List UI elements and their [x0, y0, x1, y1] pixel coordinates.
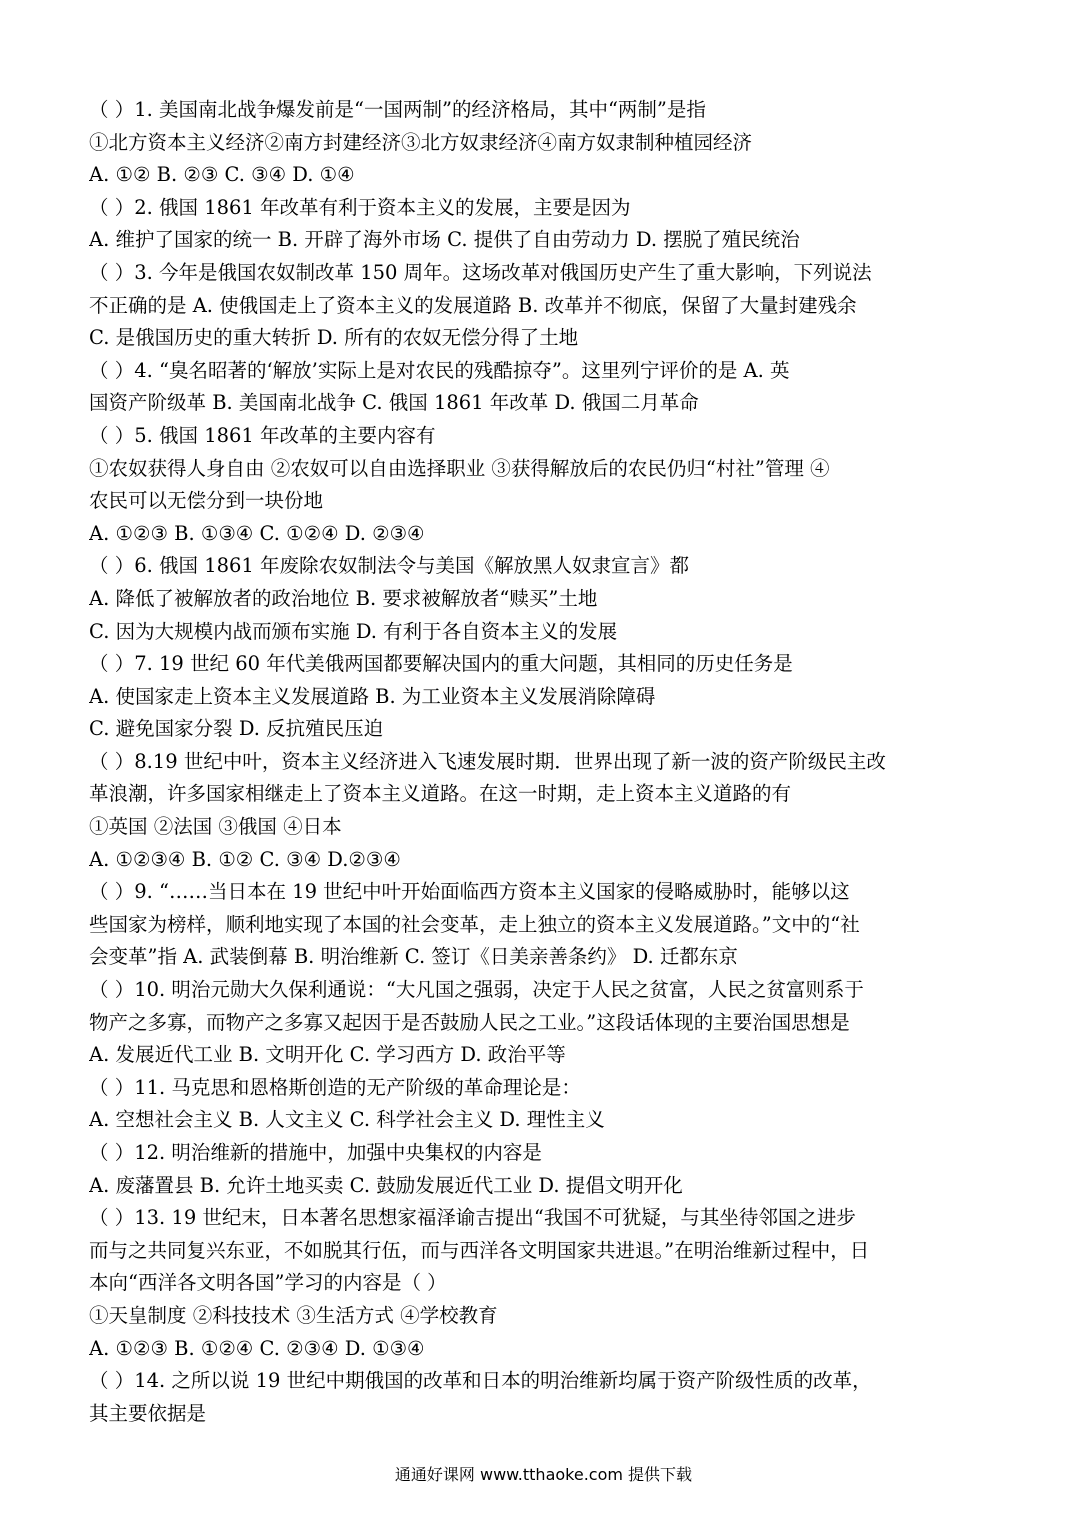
- text-line: （ ）4. “臭名昭著的‘解放’实际上是对农民的残酷掠夺”。这里列宁评价的是 A. 英: [89, 358, 790, 382]
- text-line: A. 发展近代工业 B. 文明开化 C. 学习西方 D. 政治平等: [89, 1043, 566, 1067]
- text-line: A. ①②③ B. ①③④ C. ①②④ D. ②③④: [89, 521, 425, 545]
- text-line: A. ①②③ B. ①②④ C. ②③④ D. ①③④: [89, 1336, 425, 1360]
- text-line: （ ）13. 19 世纪末，日本著名思想家福泽谕吉提出“我国不可犹疑，与其坐待邻国之进步: [89, 1206, 856, 1230]
- text-line: 本向“西洋各文明各国”学习的内容是（ ）: [89, 1271, 447, 1295]
- text-line: C. 是俄国历史的重大转折 D. 所有的农奴无偿分得了土地: [89, 326, 579, 350]
- text-line: （ ）7. 19 世纪 60 年代美俄两国都要解决国内的重大问题，其相同的历史任务是: [89, 652, 793, 676]
- text-line: A. 废藩置县 B. 允许土地买卖 C. 鼓励发展近代工业 D. 提倡文明开化: [89, 1173, 683, 1197]
- text-line: 国资产阶级革 B. 美国南北战争 C. 俄国 1861 年改革 D. 俄国二月革命: [89, 391, 699, 415]
- text-line: ①北方资本主义经济②南方封建经济③北方奴隶经济④南方奴隶制种植园经济: [89, 130, 753, 154]
- text-line: （ ）5. 俄国 1861 年改革的主要内容有: [89, 423, 436, 447]
- text-line: ①英国 ②法国 ③俄国 ④日本: [89, 815, 342, 839]
- text-line: （ ）2. 俄国 1861 年改革有利于资本主义的发展，主要是因为: [89, 195, 631, 219]
- question-text: [89, 94, 999, 1430]
- text-line: （ ）8.19 世纪中叶，资本主义经济进入飞速发展时期．世界出现了新一波的资产阶级民主改: [89, 749, 886, 773]
- text-line: 物产之多寡，而物产之多寡又起因于是否鼓励人民之工业。”这段话体现的主要治国思想是: [89, 1010, 850, 1034]
- text-line: C. 避免国家分裂 D. 反抗殖民压迫: [89, 717, 384, 741]
- text-line: （ ）11. 马克思和恩格斯创造的无产阶级的革命理论是：: [89, 1075, 581, 1099]
- page-footer: 通通好课网 www.tthaoke.com 提供下载: [394, 1465, 693, 1484]
- text-line: A. 使国家走上资本主义发展道路 B. 为工业资本主义发展消除障碍: [89, 684, 656, 708]
- text-line: A. ①②③④ B. ①② C. ③④ D.②③④: [89, 847, 401, 871]
- text-line: A. 降低了被解放者的政治地位 B. 要求被解放者“赎买”土地: [89, 586, 598, 610]
- text-line: 会变革”指 A. 武装倒幕 B. 明治维新 C. 签订《日美亲善条约》 D. 迁都东京: [89, 945, 738, 969]
- text-line: A. 维护了国家的统一 B. 开辟了海外市场 C. 提供了自由劳动力 D. 摆脱了殖民统治: [89, 228, 800, 252]
- text-line: A. 空想社会主义 B. 人文主义 C. 科学社会主义 D. 理性主义: [89, 1108, 605, 1132]
- text-line: （ ）1. 美国南北战争爆发前是“一国两制”的经济格局，其中“两制”是指: [89, 98, 706, 121]
- text-line: （ ）6. 俄国 1861 年废除农奴制法令与美国《解放黑人奴隶宣言》都: [89, 554, 690, 578]
- text-line: （ ）12. 明治维新的措施中，加强中央集权的内容是: [89, 1141, 542, 1164]
- text-line: 其主要依据是: [89, 1401, 207, 1425]
- text-line: 农民可以无偿分到一块份地: [89, 489, 324, 513]
- text-line: 革浪潮，许多国家相继走上了资本主义道路。在这一时期，走上资本主义道路的有: [89, 782, 792, 806]
- text-line: （ ）14. 之所以说 19 世纪中期俄国的改革和日本的明治维新均属于资产阶级性质的改革，: [89, 1369, 872, 1393]
- text-line: C. 因为大规模内战而颁布实施 D. 有利于各自资本主义的发展: [89, 619, 618, 643]
- text-line: 些国家为榜样，顺利地实现了本国的社会变革，走上独立的资本主义发展道路。”文中的“社: [89, 912, 860, 936]
- text-line: 不正确的是 A. 使俄国走上了资本主义的发展道路 B. 改革并不彻底，保留了大量封建残余: [89, 293, 857, 317]
- text-line: 而与之共同复兴东亚，不如脱其行伍，而与西洋各文明国家共进退。”在明治维新过程中，日: [89, 1238, 870, 1262]
- text-line: ①农奴获得人身自由 ②农奴可以自由选择职业 ③获得解放后的农民仍归“村社”管理 ④: [89, 456, 830, 480]
- text-line: A. ①② B. ②③ C. ③④ D. ①④: [89, 163, 355, 187]
- text-line: （ ）9. “……当日本在 19 世纪中叶开始面临西方资本主义国家的侵略威胁时，能够以这: [89, 880, 850, 904]
- text-line: ①天皇制度 ②科技技术 ③生活方式 ④学校教育: [89, 1303, 498, 1327]
- text-line: （ ）3. 今年是俄国农奴制改革 150 周年。这场改革对俄国历史产生了重大影响，下列说法: [89, 260, 872, 284]
- text-line: （ ）10. 明治元勋大久保利通说：“大凡国之强弱，决定于人民之贫富，人民之贫富则系于: [89, 978, 864, 1002]
